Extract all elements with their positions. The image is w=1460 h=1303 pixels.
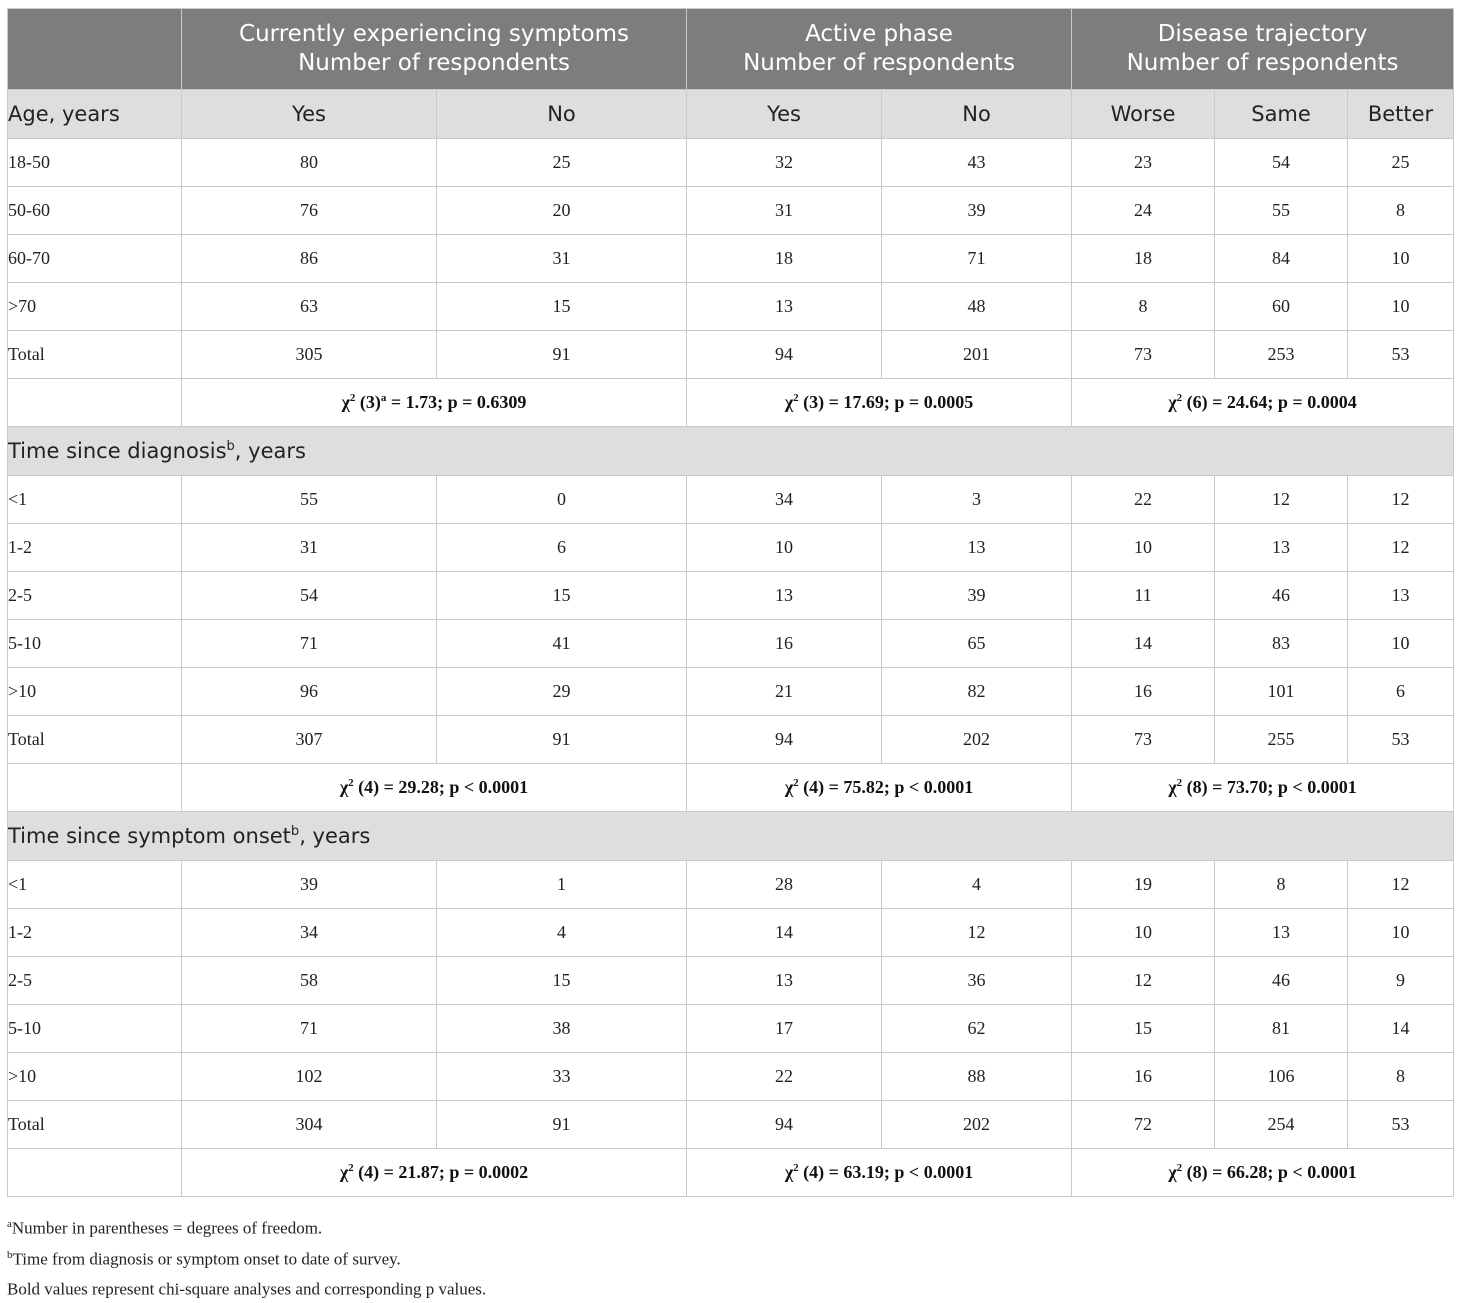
table-cell: 71: [182, 620, 437, 668]
table-cell: 13: [687, 572, 882, 620]
footnote-text: Bold values represent chi-square analyses and corresponding p values.: [7, 1279, 487, 1299]
table-cell: 94: [687, 716, 882, 764]
col-header: Yes: [182, 90, 437, 139]
footnote-text: Time from diagnosis or symptom onset to date of survey.: [12, 1249, 401, 1269]
table-row: [8, 283, 1454, 331]
row-label: 2-5: [8, 572, 182, 620]
chi-df: (4): [358, 777, 380, 797]
chi-power: 2: [1176, 777, 1183, 789]
table-cell: 4: [437, 909, 687, 957]
table-cell: 307: [182, 716, 437, 764]
chi-symbol: χ: [339, 1162, 349, 1182]
chi-df: (8): [1186, 777, 1208, 797]
table-row: [8, 957, 1454, 1005]
chi-power: 2: [348, 1162, 354, 1174]
row-label: >70: [8, 283, 182, 331]
chi-power: 2: [793, 777, 799, 789]
table-row: [8, 476, 1454, 524]
table-cell: 94: [687, 1101, 882, 1149]
footnotes: [7, 1211, 486, 1303]
table-cell: 71: [882, 235, 1072, 283]
chi-symbol: χ: [1168, 392, 1177, 412]
table-cell: 202: [882, 1101, 1072, 1149]
table-cell: 54: [1215, 139, 1348, 187]
group-header-line2: Number of respondents: [743, 50, 1015, 76]
chi-result: = 17.69; p = 0.0005: [824, 392, 974, 412]
group-header-line1: Currently experiencing symptoms: [239, 21, 629, 47]
footnote: [7, 1211, 486, 1242]
table-cell: 12: [882, 909, 1072, 957]
footnote: [7, 1242, 486, 1273]
chi-square-result: [687, 379, 1072, 427]
section-header-row: [8, 427, 1454, 476]
chi-df: (4): [358, 1162, 380, 1182]
group-header-line1: Disease trajectory: [1157, 21, 1368, 47]
table-cell: 71: [182, 1005, 437, 1053]
table-cell: 11: [1072, 572, 1215, 620]
table-cell: 88: [882, 1053, 1072, 1101]
table-cell: 13: [687, 283, 882, 331]
section-title-suffix: , years: [299, 824, 371, 848]
footnote-text: Number in parentheses = degrees of freedom.: [11, 1218, 323, 1238]
table-cell: 63: [182, 283, 437, 331]
chi-result: = 75.82; p < 0.0001: [824, 777, 974, 797]
table-cell: 0: [437, 476, 687, 524]
table-cell: 91: [437, 331, 687, 379]
table-cell: 15: [437, 283, 687, 331]
header-corner: [8, 9, 182, 90]
table-cell: 3: [882, 476, 1072, 524]
chi-result: = 21.87; p = 0.0002: [379, 1162, 529, 1182]
chi-result: = 63.19; p < 0.0001: [824, 1162, 974, 1182]
table-row: [8, 139, 1454, 187]
row-label: 50-60: [8, 187, 182, 235]
table-cell: 304: [182, 1101, 437, 1149]
chi-blank-cell: [8, 379, 182, 427]
table-cell: 8: [1348, 1053, 1454, 1101]
chi-power: 2: [349, 392, 356, 404]
chi-symbol: χ: [784, 777, 794, 797]
section-title-text: Time since diagnosis: [8, 439, 227, 463]
table-cell: 102: [182, 1053, 437, 1101]
chi-result: = 66.28; p < 0.0001: [1207, 1162, 1357, 1182]
table-cell: 13: [687, 957, 882, 1005]
table-cell: 25: [1348, 139, 1454, 187]
table-cell: 9: [1348, 957, 1454, 1005]
table-cell: 20: [437, 187, 687, 235]
table-cell: 55: [182, 476, 437, 524]
chi-square-result: [182, 1149, 687, 1197]
col-header: Worse: [1072, 90, 1215, 139]
table-cell: 31: [687, 187, 882, 235]
table-row: [8, 331, 1454, 379]
table-row: [8, 235, 1454, 283]
table-cell: 25: [437, 139, 687, 187]
table-cell: 12: [1348, 861, 1454, 909]
table-cell: 55: [1215, 187, 1348, 235]
table-body: [8, 139, 1454, 1197]
footnote-mark: a: [380, 392, 387, 404]
table-cell: 202: [882, 716, 1072, 764]
table-cell: 62: [882, 1005, 1072, 1053]
table-cell: 96: [182, 668, 437, 716]
section-title-suffix: , years: [234, 439, 306, 463]
table-cell: 91: [437, 716, 687, 764]
row-label: >10: [8, 1053, 182, 1101]
chi-symbol: χ: [784, 392, 794, 412]
column-header-row: [8, 90, 1454, 139]
footnote-mark: b: [226, 439, 235, 454]
table-cell: 10: [1348, 235, 1454, 283]
footnote-mark: a: [7, 1218, 12, 1230]
table-cell: 15: [1072, 1005, 1215, 1053]
table-row: [8, 1053, 1454, 1101]
section-title: [8, 427, 1454, 476]
table-cell: 13: [1348, 572, 1454, 620]
col-header: No: [437, 90, 687, 139]
table-row: [8, 620, 1454, 668]
table-cell: 81: [1215, 1005, 1348, 1053]
table-cell: 53: [1348, 1101, 1454, 1149]
col-header: Same: [1215, 90, 1348, 139]
table-cell: 72: [1072, 1101, 1215, 1149]
table-row: [8, 187, 1454, 235]
table-cell: 76: [182, 187, 437, 235]
table-cell: 106: [1215, 1053, 1348, 1101]
row-label: 2-5: [8, 957, 182, 1005]
table-row: [8, 524, 1454, 572]
chi-df: (6): [1186, 392, 1208, 412]
row-label: Total: [8, 331, 182, 379]
results-table: [7, 8, 1454, 1197]
table-cell: 14: [1072, 620, 1215, 668]
col-header: Yes: [687, 90, 882, 139]
group-header-active-phase: [687, 9, 1072, 90]
table-row: [8, 1101, 1454, 1149]
table-cell: 6: [1348, 668, 1454, 716]
table-cell: 46: [1215, 572, 1348, 620]
table-cell: 32: [687, 139, 882, 187]
chi-square-result: [182, 379, 687, 427]
table-cell: 254: [1215, 1101, 1348, 1149]
chi-square-result: [1072, 379, 1454, 427]
chi-df: (3): [803, 392, 825, 412]
chi-symbol: χ: [1168, 1162, 1177, 1182]
age-header: Age, years: [8, 90, 182, 139]
table-cell: 14: [687, 909, 882, 957]
table-cell: 73: [1072, 716, 1215, 764]
table-cell: 305: [182, 331, 437, 379]
chi-blank-cell: [8, 1149, 182, 1197]
row-label: >10: [8, 668, 182, 716]
table-cell: 23: [1072, 139, 1215, 187]
table-row: [8, 572, 1454, 620]
chi-symbol: χ: [339, 777, 349, 797]
table-cell: 73: [1072, 331, 1215, 379]
table-cell: 6: [437, 524, 687, 572]
table-cell: 60: [1215, 283, 1348, 331]
table-row: [8, 861, 1454, 909]
table-cell: 80: [182, 139, 437, 187]
section-title: [8, 812, 1454, 861]
table-cell: 33: [437, 1053, 687, 1101]
chi-power: 2: [348, 777, 354, 789]
group-header-line2: Number of respondents: [298, 50, 570, 76]
chi-square-row: [8, 764, 1454, 812]
section-header-row: [8, 812, 1454, 861]
table-cell: 8: [1072, 283, 1215, 331]
chi-df: (3): [359, 392, 381, 412]
table-cell: 53: [1348, 331, 1454, 379]
chi-symbol: χ: [784, 1162, 794, 1182]
table-cell: 91: [437, 1101, 687, 1149]
group-header-symptoms: [182, 9, 687, 90]
table-cell: 39: [882, 572, 1072, 620]
section-title-text: Time since symptom onset: [8, 824, 291, 848]
table-cell: 16: [1072, 668, 1215, 716]
table-cell: 15: [437, 572, 687, 620]
table-cell: 10: [1072, 909, 1215, 957]
row-label: 60-70: [8, 235, 182, 283]
table-cell: 65: [882, 620, 1072, 668]
chi-result: = 1.73; p = 0.6309: [386, 392, 527, 412]
table-cell: 84: [1215, 235, 1348, 283]
table-cell: 8: [1215, 861, 1348, 909]
table-cell: 22: [1072, 476, 1215, 524]
table-cell: 17: [687, 1005, 882, 1053]
table-cell: 10: [687, 524, 882, 572]
table-cell: 34: [182, 909, 437, 957]
table-cell: 34: [687, 476, 882, 524]
table-row: [8, 716, 1454, 764]
chi-square-result: [687, 764, 1072, 812]
row-label: Total: [8, 716, 182, 764]
table-cell: 15: [437, 957, 687, 1005]
chi-symbol: χ: [1168, 777, 1177, 797]
table-cell: 43: [882, 139, 1072, 187]
chi-df: (8): [1186, 1162, 1208, 1182]
chi-df: (4): [803, 1162, 825, 1182]
table-cell: 36: [882, 957, 1072, 1005]
table-cell: 31: [437, 235, 687, 283]
chi-blank-cell: [8, 764, 182, 812]
table-cell: 83: [1215, 620, 1348, 668]
group-header-line1: Active phase: [805, 21, 953, 47]
table-cell: 58: [182, 957, 437, 1005]
table-cell: 13: [882, 524, 1072, 572]
table-cell: 12: [1348, 476, 1454, 524]
table-cell: 86: [182, 235, 437, 283]
row-label: 5-10: [8, 1005, 182, 1053]
table-row: [8, 909, 1454, 957]
chi-result: = 73.70; p < 0.0001: [1207, 777, 1357, 797]
table-row: [8, 1005, 1454, 1053]
table-cell: 31: [182, 524, 437, 572]
table-cell: 18: [687, 235, 882, 283]
chi-square-result: [1072, 764, 1454, 812]
table-cell: 10: [1348, 283, 1454, 331]
table-cell: 1: [437, 861, 687, 909]
row-label: 1-2: [8, 909, 182, 957]
table-cell: 22: [687, 1053, 882, 1101]
row-label: 18-50: [8, 139, 182, 187]
chi-power: 2: [1176, 1162, 1183, 1174]
chi-square-row: [8, 1149, 1454, 1197]
chi-df: (4): [803, 777, 825, 797]
table-cell: 21: [687, 668, 882, 716]
table-cell: 8: [1348, 187, 1454, 235]
table-cell: 24: [1072, 187, 1215, 235]
table-cell: 253: [1215, 331, 1348, 379]
row-label: Total: [8, 1101, 182, 1149]
chi-result: = 29.28; p < 0.0001: [379, 777, 529, 797]
group-header-trajectory: [1072, 9, 1454, 90]
footnote-mark: b: [7, 1248, 13, 1261]
chi-power: 2: [793, 1162, 799, 1174]
table-cell: 12: [1215, 476, 1348, 524]
table-cell: 38: [437, 1005, 687, 1053]
table-cell: 101: [1215, 668, 1348, 716]
chi-power: 2: [793, 392, 799, 404]
table-cell: 53: [1348, 716, 1454, 764]
row-label: 1-2: [8, 524, 182, 572]
table-cell: 16: [1072, 1053, 1215, 1101]
table-cell: 18: [1072, 235, 1215, 283]
group-header-line2: Number of respondents: [1126, 50, 1399, 76]
table-cell: 10: [1072, 524, 1215, 572]
table-cell: 19: [1072, 861, 1215, 909]
chi-result: = 24.64; p = 0.0004: [1207, 392, 1357, 412]
col-header: Better: [1348, 90, 1454, 139]
table-cell: 39: [182, 861, 437, 909]
table-cell: 54: [182, 572, 437, 620]
table-cell: 10: [1348, 909, 1454, 957]
table-cell: 28: [687, 861, 882, 909]
table-cell: 255: [1215, 716, 1348, 764]
col-header: No: [882, 90, 1072, 139]
table-cell: 48: [882, 283, 1072, 331]
table-cell: 14: [1348, 1005, 1454, 1053]
row-label: <1: [8, 476, 182, 524]
table-row: [8, 668, 1454, 716]
chi-square-result: [1072, 1149, 1454, 1197]
table-cell: 4: [882, 861, 1072, 909]
table-cell: 12: [1348, 524, 1454, 572]
footnote: [7, 1272, 486, 1303]
group-header-row: [8, 9, 1454, 90]
chi-power: 2: [1176, 392, 1183, 404]
table-cell: 13: [1215, 909, 1348, 957]
table-cell: 46: [1215, 957, 1348, 1005]
table-cell: 41: [437, 620, 687, 668]
table-cell: 39: [882, 187, 1072, 235]
table-cell: 82: [882, 668, 1072, 716]
table-cell: 29: [437, 668, 687, 716]
chi-square-row: [8, 379, 1454, 427]
chi-square-result: [182, 764, 687, 812]
table-cell: 94: [687, 331, 882, 379]
table-cell: 12: [1072, 957, 1215, 1005]
table-cell: 10: [1348, 620, 1454, 668]
footnote-mark: b: [290, 824, 300, 839]
chi-symbol: χ: [341, 392, 350, 412]
chi-square-result: [687, 1149, 1072, 1197]
row-label: 5-10: [8, 620, 182, 668]
table-cell: 16: [687, 620, 882, 668]
table-cell: 201: [882, 331, 1072, 379]
table-cell: 13: [1215, 524, 1348, 572]
row-label: <1: [8, 861, 182, 909]
